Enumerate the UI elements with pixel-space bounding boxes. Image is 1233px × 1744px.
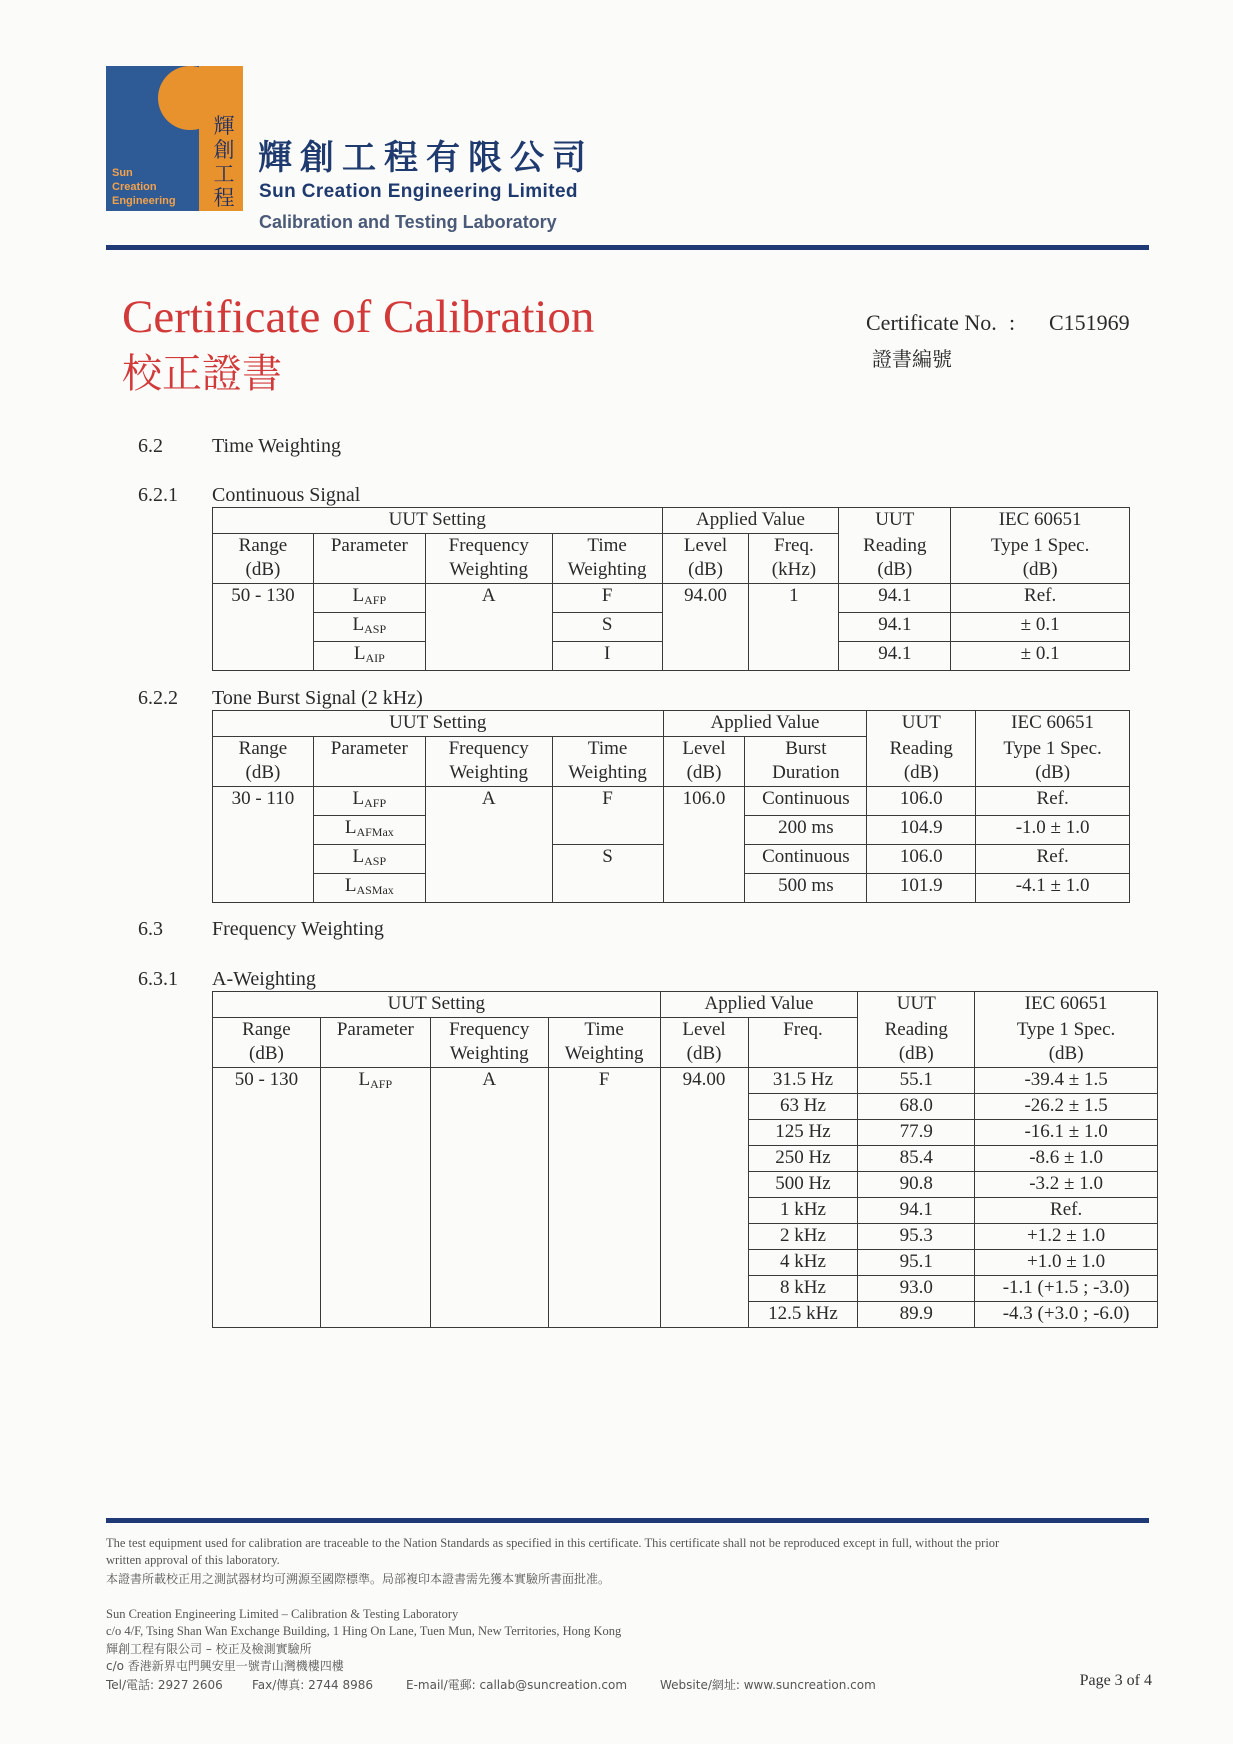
range-cell: 50 - 130: [213, 584, 314, 671]
company-name-en: Sun Creation Engineering Limited: [259, 181, 578, 202]
freq-cell: 63 Hz: [748, 1094, 858, 1120]
contact-fax: Fax/傳真: 2744 8986: [252, 1678, 374, 1692]
table-row: [213, 787, 1130, 816]
level-header: Level (dB): [663, 737, 745, 787]
level-cell: 94.00: [662, 584, 749, 671]
reading-cell: 90.8: [858, 1172, 975, 1198]
freq-weighting-cell: A: [425, 787, 552, 903]
company-logo: [106, 66, 243, 211]
parameter-cell: $L_{AFP}$: [313, 787, 425, 816]
spec-header: Type 1 Spec. (dB): [951, 534, 1130, 584]
range-cell: 50 - 130: [213, 1068, 321, 1328]
iec-header: IEC 60651: [976, 711, 1130, 737]
parameter-header: Parameter: [313, 737, 425, 787]
duration-cell: 200 ms: [745, 816, 867, 845]
section-title: Tone Burst Signal (2 kHz): [212, 687, 423, 709]
freq-cell: 1 kHz: [748, 1198, 858, 1224]
page-title: Certificate of Calibration: [122, 291, 595, 343]
reading-cell: 104.9: [867, 816, 976, 845]
spec-cell: Ref.: [976, 787, 1130, 816]
section-title: A-Weighting: [212, 968, 316, 990]
address-block: Sun Creation Engineering Limited – Calibration & Testing Laboratory c/o 4/F, Tsing Shan Wan Exchange Building, 1 Hing On Lane, Tuen Mun, New Territories, Hong Kong: [106, 1607, 622, 1638]
reading-cell: 85.4: [858, 1146, 975, 1172]
level-header: Level (dB): [660, 1018, 748, 1068]
range-header: Range (dB): [213, 1018, 321, 1068]
uut-header: UUT: [858, 992, 975, 1018]
spec-cell: ± 0.1: [951, 642, 1130, 671]
freq-cell: 12.5 kHz: [748, 1302, 858, 1328]
spec-cell: -26.2 ± 1.5: [975, 1094, 1158, 1120]
spec-cell: Ref.: [976, 845, 1130, 874]
freq-header: Freq. (kHz): [749, 534, 839, 584]
spec-cell: -1.1 (+1.5 ; -3.0): [975, 1276, 1158, 1302]
continuous-signal-table: [212, 507, 1130, 671]
iec-header: IEC 60651: [951, 508, 1130, 534]
section-number: 6.2: [138, 435, 163, 457]
section-title: Frequency Weighting: [212, 918, 384, 940]
logo-text: Sun Creation Engineering: [112, 167, 176, 207]
iec-header: IEC 60651: [975, 992, 1158, 1018]
spec-cell: -4.1 ± 1.0: [976, 874, 1130, 903]
level-header: Level (dB): [662, 534, 749, 584]
freq-cell: 4 kHz: [748, 1250, 858, 1276]
section-number: 6.3: [138, 918, 163, 940]
section-number: 6.2.1: [138, 484, 178, 506]
parameter-cell: $L_{AFP}$: [320, 1068, 430, 1328]
spec-cell: -39.4 ± 1.5: [975, 1068, 1158, 1094]
spec-cell: -1.0 ± 1.0: [976, 816, 1130, 845]
reading-cell: 94.1: [839, 613, 951, 642]
freq-cell: 125 Hz: [748, 1120, 858, 1146]
lab-name: Calibration and Testing Laboratory: [259, 212, 557, 232]
freq-weighting-header: Frequency Weighting: [425, 534, 552, 584]
spec-cell: -4.3 (+3.0 ; -6.0): [975, 1302, 1158, 1328]
reading-cell: 94.1: [839, 642, 951, 671]
time-weighting-cell: F: [548, 1068, 660, 1328]
time-weighting-cell: S: [552, 613, 662, 642]
freq-weighting-cell: A: [425, 584, 552, 671]
freq-cell: 31.5 Hz: [748, 1068, 858, 1094]
freq-cell: 250 Hz: [748, 1146, 858, 1172]
traceability-note: The test equipment used for calibration are traceable to the Nation Standards as specified in this certificate. This certificate shall not be reproduced except in full, without the prior written approval of this laboratory.: [106, 1536, 1000, 1567]
section-number: 6.3.1: [138, 968, 178, 990]
reading-cell: 94.1: [858, 1198, 975, 1224]
freq-cell: 8 kHz: [748, 1276, 858, 1302]
uut-setting-header: UUT Setting: [213, 711, 664, 737]
page-number: Page 3 of 4: [1079, 1672, 1152, 1689]
header-divider: [106, 245, 1149, 250]
burst-duration-header: Burst Duration: [745, 737, 867, 787]
spec-cell: Ref.: [975, 1198, 1158, 1224]
reading-cell: 101.9: [867, 874, 976, 903]
freq-header: Freq.: [748, 1018, 858, 1068]
applied-value-header: Applied Value: [663, 711, 867, 737]
reading-cell: 95.1: [858, 1250, 975, 1276]
freq-weighting-cell: A: [430, 1068, 548, 1328]
duration-cell: Continuous: [745, 845, 867, 874]
reading-header: Reading (dB): [858, 1018, 975, 1068]
spec-cell: -8.6 ± 1.0: [975, 1146, 1158, 1172]
reading-cell: 77.9: [858, 1120, 975, 1146]
parameter-header: Parameter: [320, 1018, 430, 1068]
spec-cell: -16.1 ± 1.0: [975, 1120, 1158, 1146]
company-name-cjk: 輝創工程有限公司: [258, 138, 594, 178]
contact-website: Website/網址: www.suncreation.com: [660, 1678, 876, 1692]
time-weighting-cell: F: [552, 787, 663, 845]
time-weighting-header: Time Weighting: [552, 534, 662, 584]
applied-value-header: Applied Value: [662, 508, 839, 534]
a-weighting-table: [212, 991, 1158, 1328]
freq-cell: 1: [749, 584, 839, 671]
freq-weighting-header: Frequency Weighting: [430, 1018, 548, 1068]
certificate-label: Certificate No.: [866, 310, 997, 335]
section-title: Continuous Signal: [212, 484, 361, 506]
level-cell: 106.0: [663, 787, 745, 903]
time-weighting-cell: I: [552, 642, 662, 671]
address-block-cjk: 輝創工程有限公司 – 校正及檢測實驗所 c/o 香港新界屯門興安里一號青山灣機樓四樓: [106, 1642, 344, 1673]
range-header: Range (dB): [213, 737, 314, 787]
spec-cell: +1.0 ± 1.0: [975, 1250, 1158, 1276]
reading-cell: 93.0: [858, 1276, 975, 1302]
traceability-note-cjk: 本證書所載校正用之測試器材均可溯源至國際標準。局部複印本證書需先獲本實驗所書面批准。: [106, 1572, 611, 1586]
spec-header: Type 1 Spec. (dB): [975, 1018, 1158, 1068]
section-number: 6.2.2: [138, 687, 178, 709]
level-cell: 94.00: [660, 1068, 748, 1328]
applied-value-header: Applied Value: [660, 992, 858, 1018]
time-weighting-cell: F: [552, 584, 662, 613]
reading-header: Reading (dB): [839, 534, 951, 584]
tone-burst-table: [212, 710, 1130, 903]
parameter-header: Parameter: [313, 534, 425, 584]
table-row: [213, 584, 1130, 613]
reading-header: Reading (dB): [867, 737, 976, 787]
reading-cell: 95.3: [858, 1224, 975, 1250]
spec-cell: Ref.: [951, 584, 1130, 613]
table-row: [213, 1068, 1158, 1094]
page-title-cjk: 校正證書: [122, 351, 282, 397]
reading-cell: 89.9: [858, 1302, 975, 1328]
reading-cell: 55.1: [858, 1068, 975, 1094]
parameter-cell: $L_{AFP}$: [313, 584, 425, 613]
range-cell: 30 - 110: [213, 787, 314, 903]
parameter-cell: $L_{ASMax}$: [313, 874, 425, 903]
uut-header: UUT: [839, 508, 951, 534]
uut-header: UUT: [867, 711, 976, 737]
reading-cell: 106.0: [867, 787, 976, 816]
spec-header: Type 1 Spec. (dB): [976, 737, 1130, 787]
spec-cell: +1.2 ± 1.0: [975, 1224, 1158, 1250]
time-weighting-header: Time Weighting: [548, 1018, 660, 1068]
footer-divider: [106, 1518, 1149, 1523]
parameter-cell: $L_{AIP}$: [313, 642, 425, 671]
contact-email: E-mail/電郵: callab@suncreation.com: [406, 1678, 628, 1692]
reading-cell: 68.0: [858, 1094, 975, 1120]
uut-setting-header: UUT Setting: [213, 992, 661, 1018]
duration-cell: 500 ms: [745, 874, 867, 903]
time-weighting-cell: S: [552, 845, 663, 903]
freq-weighting-header: Frequency Weighting: [425, 737, 552, 787]
certificate-colon: :: [1009, 310, 1016, 335]
freq-cell: 500 Hz: [748, 1172, 858, 1198]
spec-cell: -3.2 ± 1.0: [975, 1172, 1158, 1198]
parameter-cell: $L_{ASP}$: [313, 845, 425, 874]
section-title: Time Weighting: [212, 435, 341, 457]
logo-cjk: 輝 創 工 程: [213, 114, 235, 210]
uut-setting-header: UUT Setting: [213, 508, 663, 534]
certificate-number: C151969: [1049, 310, 1130, 335]
time-weighting-header: Time Weighting: [552, 737, 663, 787]
duration-cell: Continuous: [745, 787, 867, 816]
contact-tel: Tel/電話: 2927 2606: [106, 1678, 223, 1692]
parameter-cell: $L_{AFMax}$: [313, 816, 425, 845]
freq-cell: 2 kHz: [748, 1224, 858, 1250]
reading-cell: 94.1: [839, 584, 951, 613]
certificate-label-cjk: 證書編號: [872, 347, 952, 371]
parameter-cell: $L_{ASP}$: [313, 613, 425, 642]
spec-cell: ± 0.1: [951, 613, 1130, 642]
reading-cell: 106.0: [867, 845, 976, 874]
range-header: Range (dB): [213, 534, 314, 584]
